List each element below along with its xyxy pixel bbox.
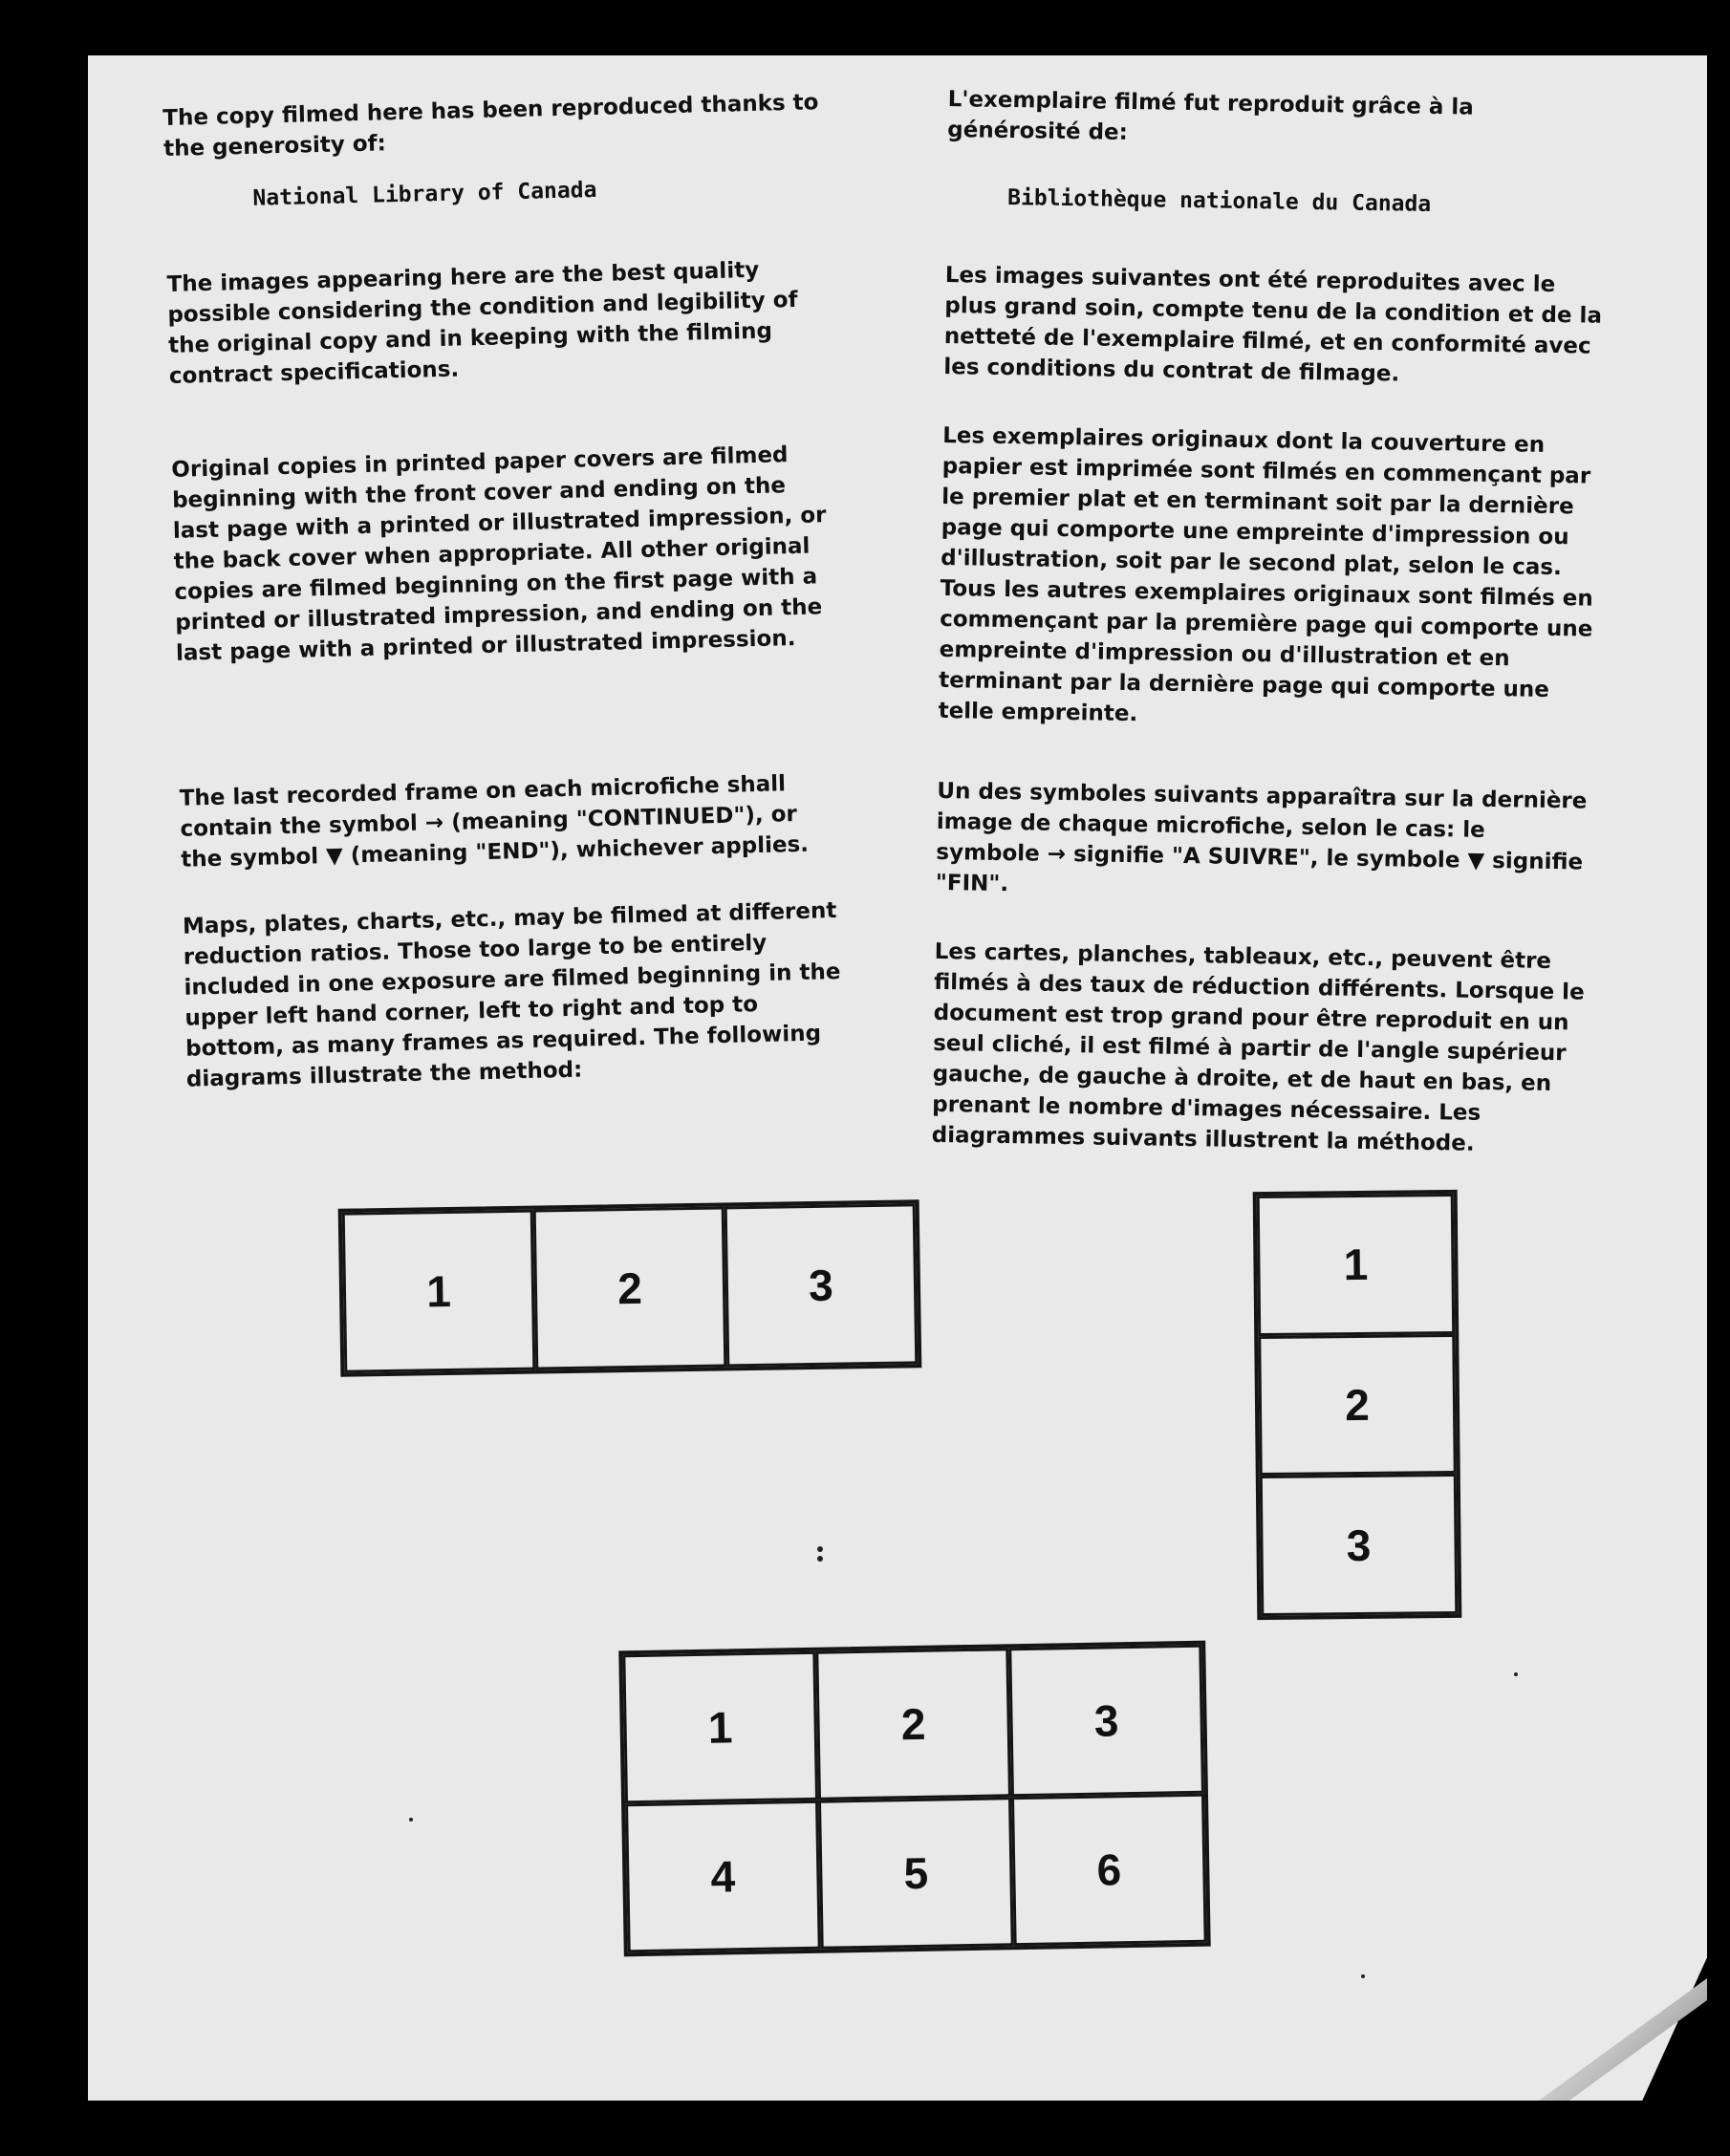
- french-symbols-text-c: signifie "FIN".: [935, 849, 1584, 897]
- speck: [817, 1556, 823, 1562]
- english-maps-text: Maps, plates, charts, etc., may be filmed at different reduction ratios. Those too large to be entirely included in one exposure are filmed beginning in the upper left hand corner, left to right and top to bottom, as many frames as required. The following diagrams illustrate the method:: [182, 898, 841, 1092]
- diagram-cell: 3: [1008, 1645, 1204, 1798]
- english-quality-text: The images appearing here are the best quality possible considering the condition and legibility of the original copy and in keeping with the filming contract specifications.: [166, 257, 798, 389]
- speck: [1361, 1974, 1365, 1978]
- diagram-cell: 2: [1258, 1334, 1457, 1477]
- french-column: [931, 84, 1607, 1161]
- english-symbols-text: [179, 767, 840, 875]
- diagram-cell: 5: [818, 1797, 1014, 1950]
- diagram-cell: 3: [724, 1203, 919, 1367]
- diagram-cell: 3: [1260, 1474, 1459, 1616]
- english-column: [162, 87, 846, 1095]
- diagram-cell: 1: [1257, 1194, 1456, 1336]
- speck: [817, 1546, 823, 1552]
- french-institution: Bibliothèque nationale du Canada: [1006, 184, 1432, 217]
- english-credit-text: The copy filmed here has been reproduced thanks to the generosity of:: [162, 90, 819, 162]
- french-maps-text: Les cartes, planches, tableaux, etc., peuvent être filmés à des taux de réduction différents. Lorsque le document est trop grand pour être reproduit en un seul cliché, il est filmé à partir de l'angle supérieur gauche, de gauche à droite, et de haut en bas, en prenant le nombre d'images nécessaire. Les diagrammes suivants illustrent la méthode.: [931, 938, 1585, 1156]
- vertical-frames-diagram: [1253, 1190, 1462, 1620]
- grid-frames-diagram: [618, 1641, 1210, 1957]
- diagram-cell: 1: [622, 1651, 818, 1804]
- end-triangle-icon: ▼: [1467, 848, 1485, 873]
- diagram-cell: 6: [1011, 1794, 1207, 1947]
- english-symbols-text-c: (meaning "END"), whichever applies.: [350, 831, 810, 869]
- french-quality-text: Les images suivantes ont été reproduites avec le plus grand soin, compte tenu de la condition et de la netteté de l'exemplaire filmé, et en conformité avec les conditions du contrat de filmage.: [943, 262, 1603, 387]
- diagram-cell: 2: [815, 1648, 1011, 1800]
- french-symbols-text-b: signifie "A SUIVRE", le symbole: [1072, 842, 1460, 873]
- horizontal-frames-diagram: [338, 1199, 922, 1377]
- french-credit-text: L'exemplaire filmé fut reproduit grâce à la générosité de:: [947, 86, 1474, 145]
- speck: [409, 1818, 413, 1822]
- french-symbols-text-a: Un des symboles suivants apparaîtra sur la dernière image de chaque microfiche, selon le cas: le symbole: [936, 778, 1588, 867]
- english-symbols-text-b: (meaning "CONTINUED"), or the symbol: [181, 802, 798, 873]
- diagram-cell: 1: [342, 1210, 536, 1373]
- diagram-cell: 2: [533, 1206, 727, 1369]
- end-triangle-icon: ▼: [325, 843, 344, 870]
- continued-arrow-icon: →: [1047, 841, 1067, 868]
- diagram-cell: 4: [625, 1800, 821, 1953]
- french-symbols-text: [936, 776, 1597, 909]
- speck: [1514, 1672, 1518, 1676]
- french-original-copies-text: Les exemplaires originaux dont la couverture en papier est imprimée sont filmés en commençant par le premier plat et en terminant soit par la dernière page qui comporte une empreinte d'impression ou d'illustration, soit par le second plat, selon le cas. Tous les autres exemplaires originaux sont filmés en commençant par la première page qui comporte une empreinte d'impression ou d'illustration et en terminant par la dernière page qui comporte une telle empreinte.: [938, 422, 1593, 727]
- english-symbols-text-a: The last recorded frame on each microfiche shall contain the symbol: [179, 771, 787, 842]
- continued-arrow-icon: →: [424, 810, 444, 836]
- english-institution: National Library of Canada: [252, 177, 597, 211]
- english-original-copies-text: Original copies in printed paper covers are filmed beginning with the front cover and ending on the last page with a printed or illustrated impression, or the back cover when appropriate. All other original copies are filmed beginning on the first page with a printed or illustrated impression, and ending on the last page with a printed or illustrated impression.: [171, 442, 827, 666]
